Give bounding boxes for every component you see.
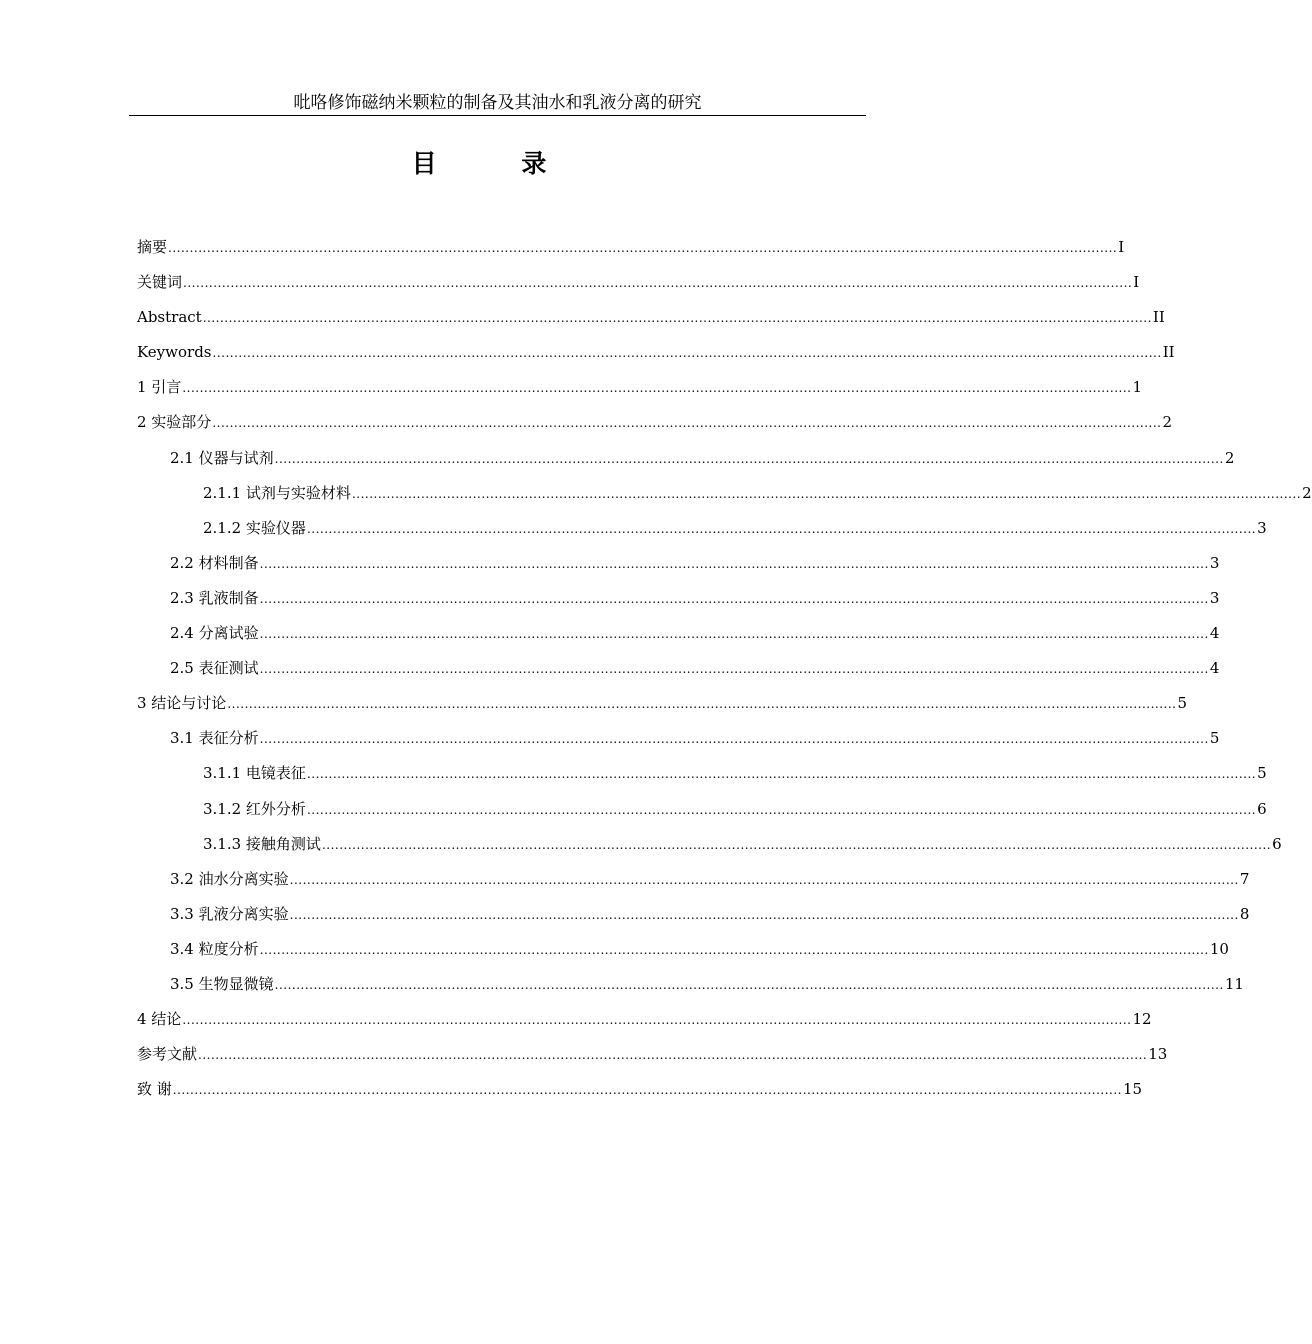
toc-entry[interactable] [137, 969, 1244, 1004]
toc-entry[interactable] [137, 794, 1267, 829]
toc-entry[interactable] [137, 934, 1229, 969]
toc-entry-label: 1 引言 [137, 378, 182, 397]
toc-entry-label: 2.4 分离试验 [170, 624, 259, 643]
toc-entry[interactable] [137, 548, 1220, 583]
toc-entry[interactable] [137, 723, 1220, 758]
toc-entry-page-number: 5 [1177, 694, 1188, 713]
toc-entry-label: 3.1 表征分析 [170, 729, 259, 748]
toc-dot-leader: ............................................................................................................................................................................................................................ [212, 346, 1162, 361]
toc-entry-page-number: 6 [1257, 799, 1267, 818]
toc-entry-label: 2.1.2 实验仪器 [203, 518, 306, 537]
toc-entry-page-number: 3 [1257, 518, 1267, 537]
toc-dot-leader: ............................................................................................................................................................................................................................ [259, 942, 1209, 957]
table-of-contents [137, 232, 1312, 1109]
toc-entry[interactable] [137, 758, 1267, 793]
toc-entry-page-number: 1 [1132, 378, 1143, 397]
toc-entry[interactable] [137, 653, 1220, 688]
toc-entry[interactable] [137, 864, 1250, 899]
toc-entry-page-number: 10 [1209, 939, 1229, 958]
toc-entry-label: 3.3 乳液分离实验 [170, 904, 289, 923]
toc-dot-leader: ............................................................................................................................................................................................................................ [274, 451, 1224, 466]
toc-dot-leader: ............................................................................................................................................................................................................................ [351, 486, 1302, 501]
toc-entry-page-number: 3 [1209, 553, 1220, 572]
toc-dot-leader: ............................................................................................................................................................................................................................ [274, 977, 1224, 992]
toc-entry-label: 3.1.3 接触角测试 [203, 834, 321, 853]
toc-entry-label: 2.1.1 试剂与实验材料 [203, 483, 351, 502]
toc-dot-leader: ............................................................................................................................................................................................................................ [321, 837, 1272, 852]
toc-entry[interactable] [137, 583, 1220, 618]
toc-entry[interactable] [137, 337, 1175, 372]
toc-entry-page-number: 5 [1257, 764, 1267, 783]
toc-entry-page-number: 12 [1132, 1010, 1152, 1029]
toc-entry-page-number: 13 [1148, 1045, 1168, 1064]
toc-entry-page-number: 8 [1239, 904, 1250, 923]
toc-entry-page-number: 7 [1239, 869, 1250, 888]
toc-entry-label: 2 实验部分 [137, 413, 212, 432]
toc-dot-leader: ............................................................................................................................................................................................................................ [259, 627, 1209, 642]
toc-entry-label: 致 谢 [137, 1080, 172, 1099]
toc-entry[interactable] [137, 232, 1125, 267]
toc-entry[interactable] [137, 688, 1188, 723]
toc-entry-label: 3 结论与讨论 [137, 694, 227, 713]
toc-entry[interactable] [137, 899, 1250, 934]
toc-entry[interactable] [137, 1039, 1168, 1074]
toc-dot-leader: ............................................................................................................................................................................................................................ [306, 767, 1257, 782]
header-rule [129, 115, 866, 116]
toc-dot-leader: ............................................................................................................................................................................................................................ [182, 381, 1132, 396]
toc-dot-leader: ............................................................................................................................................................................................................................ [306, 802, 1257, 817]
toc-entry[interactable] [137, 513, 1267, 548]
toc-entry-page-number: 5 [1209, 729, 1220, 748]
toc-dot-leader: ............................................................................................................................................................................................................................ [259, 591, 1209, 606]
toc-entry[interactable] [137, 478, 1312, 513]
toc-entry[interactable] [137, 829, 1282, 864]
toc-entry-page-number: 4 [1209, 659, 1220, 678]
toc-dot-leader: ............................................................................................................................................................................................................................ [289, 907, 1239, 922]
toc-dot-leader: ............................................................................................................................................................................................................................ [212, 416, 1162, 431]
toc-entry-label: 3.1.2 红外分析 [203, 799, 306, 818]
toc-dot-leader: ............................................................................................................................................................................................................................ [202, 311, 1152, 326]
toc-entry-page-number: 15 [1122, 1080, 1143, 1099]
toc-title: 目 录 [411, 149, 585, 178]
toc-entry[interactable] [137, 443, 1235, 478]
toc-entry[interactable] [137, 1004, 1152, 1039]
toc-entry-label: 摘要 [137, 238, 168, 256]
running-header-title: 吡咯修饰磁纳米颗粒的制备及其油水和乳液分离的研究 [293, 93, 702, 113]
toc-entry-label: 2.1 仪器与试剂 [170, 448, 274, 467]
toc-entry-label: 4 结论 [137, 1010, 182, 1029]
toc-entry-label: 2.3 乳液制备 [170, 588, 259, 607]
toc-dot-leader: ............................................................................................................................................................................................................................ [168, 241, 1118, 255]
toc-dot-leader: ............................................................................................................................................................................................................................ [259, 662, 1209, 677]
toc-entry-page-number: I [1118, 238, 1125, 256]
toc-entry-label: 3.1.1 电镜表征 [203, 764, 306, 783]
toc-dot-leader: ............................................................................................................................................................................................................................ [306, 521, 1257, 536]
toc-entry-label: Abstract [137, 308, 202, 327]
toc-entry-page-number: 11 [1224, 974, 1244, 993]
toc-dot-leader: ............................................................................................................................................................................................................................ [289, 872, 1239, 887]
toc-dot-leader: ............................................................................................................................................................................................................................ [198, 1048, 1148, 1063]
toc-dot-leader: ............................................................................................................................................................................................................................ [182, 1013, 1132, 1028]
toc-dot-leader: ............................................................................................................................................................................................................................ [172, 1083, 1122, 1098]
toc-entry-page-number: 3 [1209, 588, 1220, 607]
toc-dot-leader: ............................................................................................................................................................................................................................ [259, 556, 1209, 571]
toc-entry-page-number: II [1152, 308, 1165, 327]
toc-entry-page-number: 6 [1272, 834, 1282, 853]
toc-entry-label: 2.2 材料制备 [170, 553, 259, 572]
toc-entry[interactable] [137, 302, 1165, 337]
toc-entry-label: 3.2 油水分离实验 [170, 869, 289, 888]
toc-entry-page-number: 2 [1224, 448, 1235, 467]
toc-dot-leader: ............................................................................................................................................................................................................................ [259, 732, 1209, 747]
toc-entry-label: 2.5 表征测试 [170, 659, 259, 678]
toc-dot-leader: ............................................................................................................................................................................................................................ [183, 276, 1133, 291]
toc-entry-label: Keywords [137, 343, 212, 362]
toc-entry-label: 3.5 生物显微镜 [170, 974, 274, 993]
toc-dot-leader: ............................................................................................................................................................................................................................ [227, 697, 1177, 712]
toc-entry-page-number: 2 [1302, 483, 1312, 502]
toc-entry[interactable] [137, 1074, 1143, 1109]
toc-entry-page-number: 4 [1209, 624, 1220, 643]
toc-entry[interactable] [137, 372, 1143, 407]
toc-entry-label: 参考文献 [137, 1045, 198, 1064]
toc-entry-page-number: II [1162, 343, 1175, 362]
toc-entry[interactable] [137, 618, 1220, 653]
toc-entry[interactable] [137, 267, 1140, 302]
toc-entry-page-number: I [1133, 273, 1140, 292]
toc-entry-label: 关键词 [137, 273, 183, 292]
toc-entry-page-number: 2 [1162, 413, 1173, 432]
toc-entry[interactable] [137, 407, 1173, 442]
toc-entry-label: 3.4 粒度分析 [170, 939, 259, 958]
